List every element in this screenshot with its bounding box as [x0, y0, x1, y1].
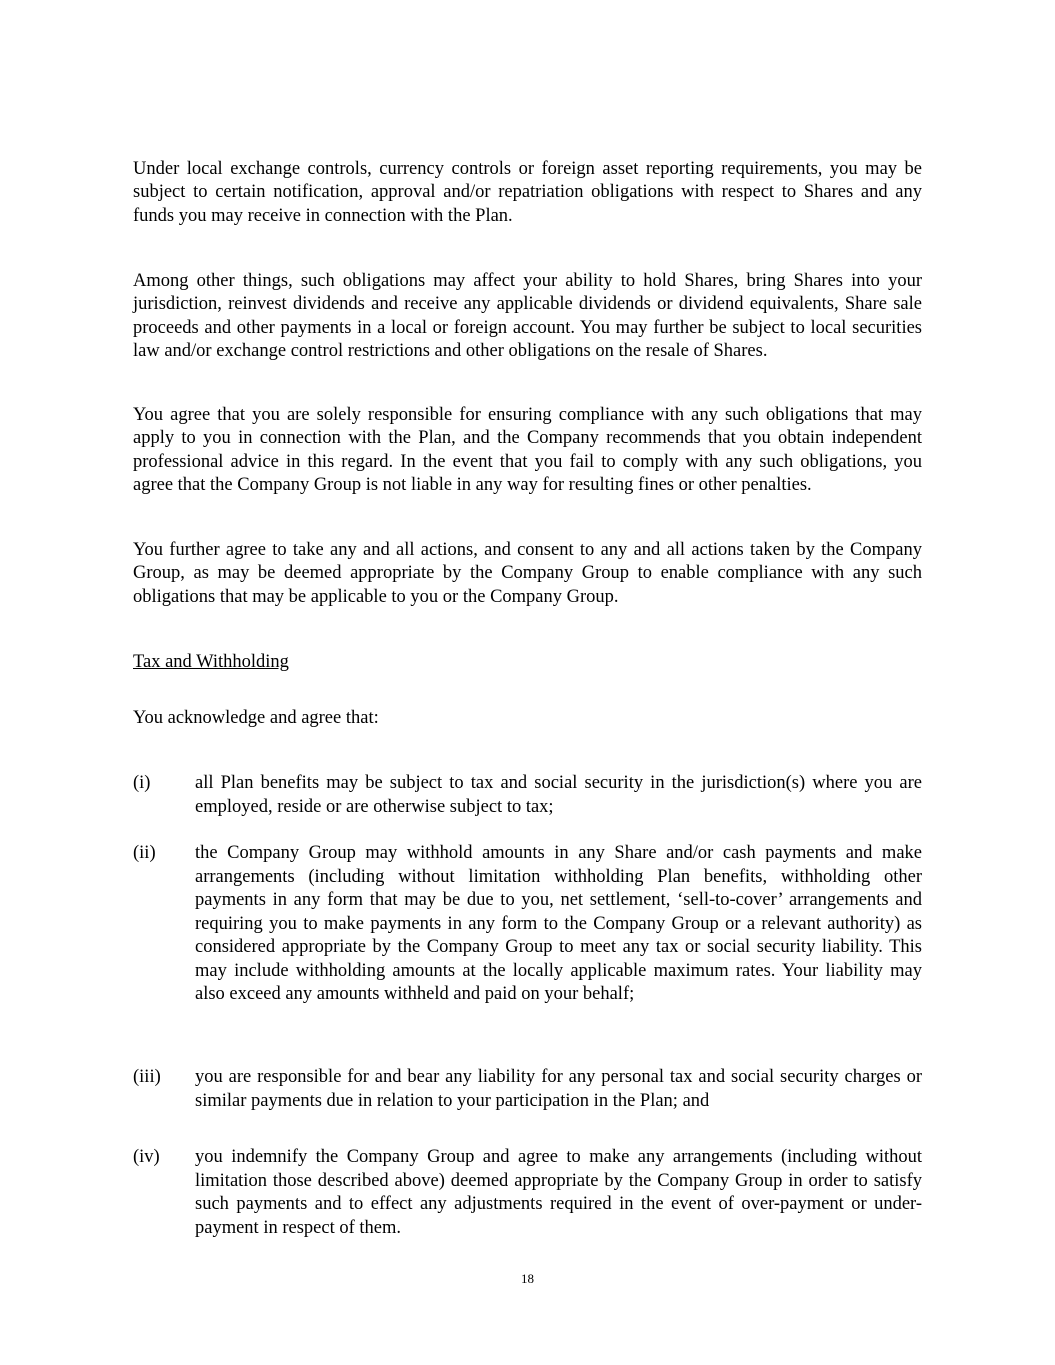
section-heading-tax-withholding: Tax and Withholding: [133, 652, 289, 672]
paragraph-obligations-effects: Among other things, such obligations may affect your ability to hold Shares, bring Shares into your jurisdiction, reinvest dividends and receive any applicable dividends or dividend equivalents, Share sale proceeds and other payments in a local or foreign account. You may further be subject to local securities law and/or exchange control restrictions and other obligations on the resale of Shares.: [133, 271, 922, 361]
list-item: [133, 772, 922, 819]
list-item-text: the Company Group may withhold amounts in any Share and/or cash payments and make arrangements (including without limitation withholding Plan benefits, withholding other payments in any form that may be due to you, net settlement, ‘sell-to-cover’ arrangements and requiring you to make payments in any form to the Company Group or a relevant authority) as considered appropriate by the Company Group to meet any tax or social security liability. This may include withholding amounts at the locally applicable maximum rates. Your liability may also exceed any amounts withheld and paid on your behalf;: [195, 843, 922, 1004]
intro-acknowledge: You acknowledge and agree that:: [133, 708, 379, 728]
list-item: [133, 1146, 922, 1240]
list-item-number: (ii): [133, 843, 156, 863]
list-item-text: you indemnify the Company Group and agree to make any arrangements (including without limitation those described above) deemed appropriate by the Company Group in order to satisfy such payments and to effect any adjustments required in the event of over-payment or under-payment in respect of them.: [195, 1147, 922, 1238]
list-item-text: you are responsible for and bear any liability for any personal tax and social security charges or similar payments due in relation to your participation in the Plan; and: [195, 1067, 922, 1111]
paragraph-compliance-responsibility: You agree that you are solely responsible for ensuring compliance with any such obligations that may apply to you in connection with the Plan, and the Company recommends that you obtain independent professional advice in this regard. In the event that you fail to comply with any such obligations, you agree that the Company Group is not liable in any way for resulting fines or other penalties.: [133, 405, 922, 495]
list-item-text: all Plan benefits may be subject to tax and social security in the jurisdiction(s) where you are employed, reside or are otherwise subject to tax;: [195, 773, 922, 817]
list-item-number: (i): [133, 773, 151, 793]
list-item-number: (iii): [133, 1067, 161, 1087]
list-item: [133, 842, 922, 1007]
paragraph-further-agreement: You further agree to take any and all actions, and consent to any and all actions taken by the Company Group, as may be deemed appropriate by the Company Group to enable compliance with any such obligations that may be applicable to you or the Company Group.: [133, 540, 922, 607]
list-item-number: (iv): [133, 1147, 160, 1167]
paragraph-exchange-controls: Under local exchange controls, currency controls or foreign asset reporting requirements, you may be subject to certain notification, approval and/or repatriation obligations with respect to Shares and any funds you may receive in connection with the Plan.: [133, 159, 922, 226]
list-item: [133, 1066, 922, 1113]
page-number: 18: [521, 1271, 534, 1286]
